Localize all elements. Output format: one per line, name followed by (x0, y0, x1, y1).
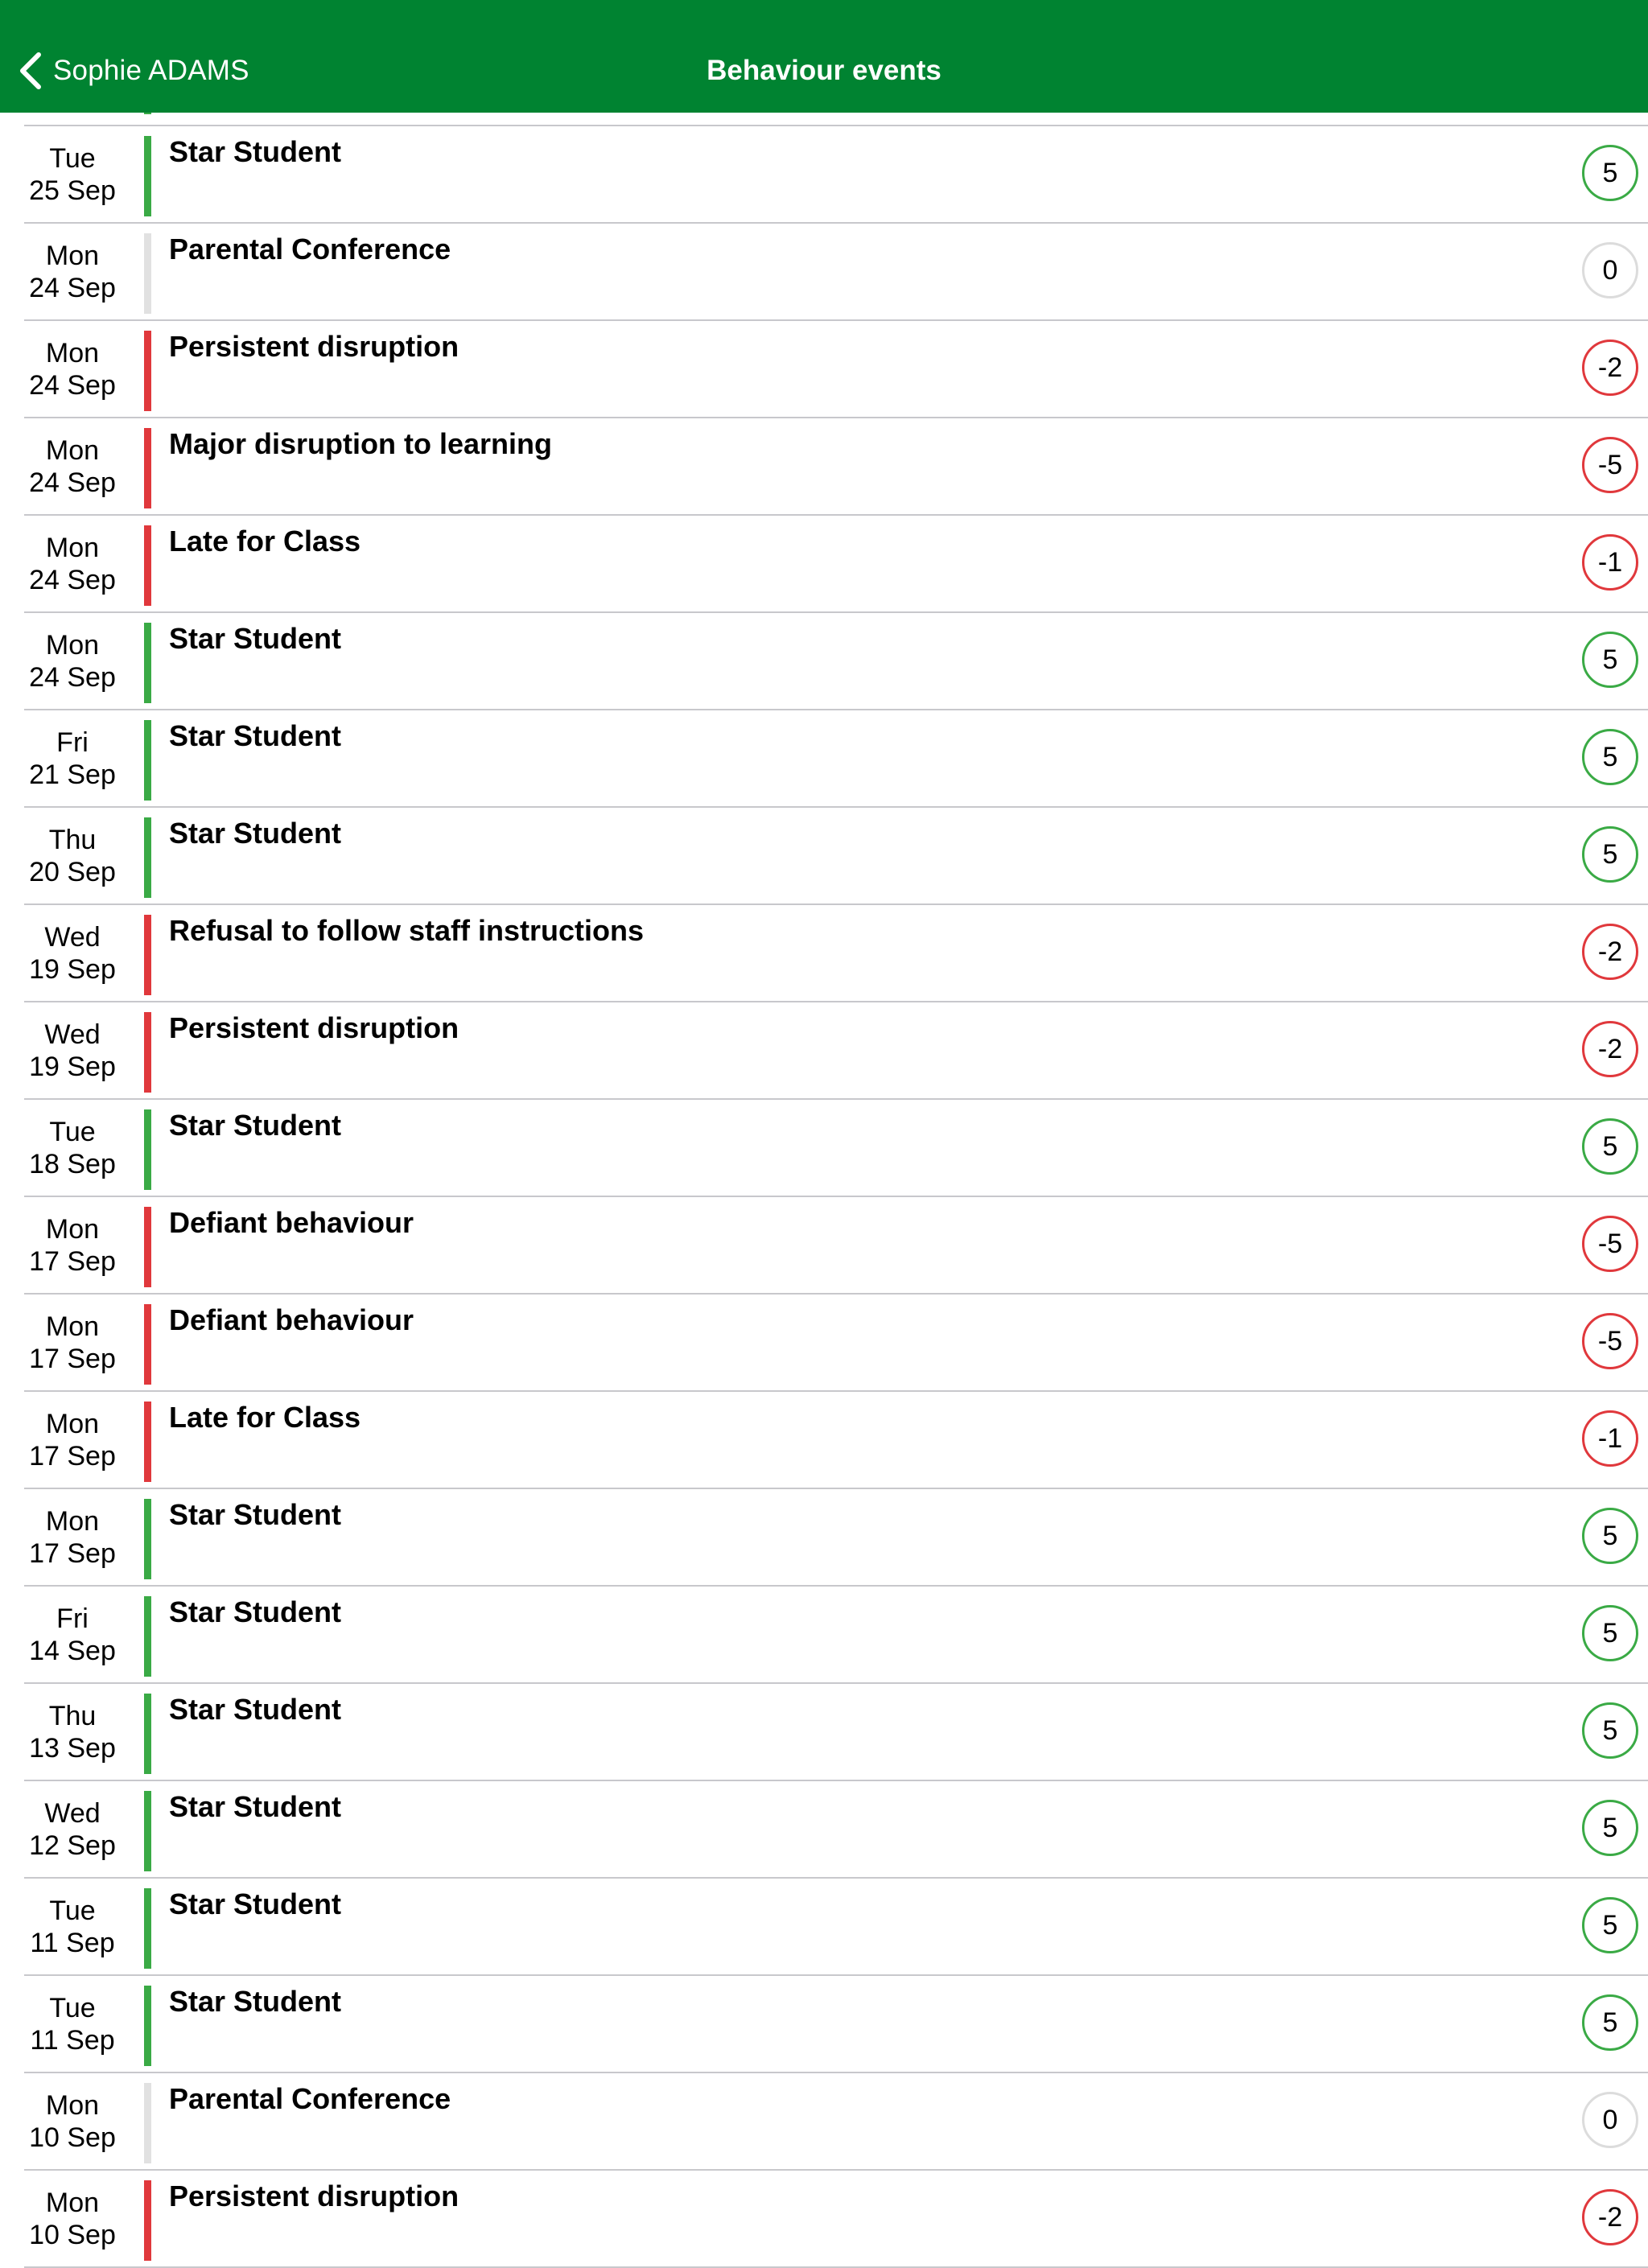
event-title: Persistent disruption (169, 330, 459, 363)
event-day-month: 24 Sep (29, 273, 116, 303)
event-score-badge: -5 (1582, 1216, 1638, 1272)
event-day-month: 24 Sep (29, 565, 116, 595)
navigation-bar (0, 0, 1648, 113)
event-date (16, 1895, 129, 1959)
event-score-badge: 5 (1582, 1994, 1638, 2051)
list-item[interactable] (0, 1197, 1648, 1295)
event-score-badge: -2 (1582, 1021, 1638, 1077)
event-date (16, 2187, 129, 2251)
event-day: Wed (44, 922, 101, 953)
event-score-badge: 5 (1582, 1897, 1638, 1953)
event-date (16, 532, 129, 596)
event-title: Parental Conference (169, 2082, 451, 2115)
event-day-month: 13 Sep (29, 1733, 116, 1764)
event-date (16, 1019, 129, 1083)
event-date (16, 1797, 129, 1862)
event-type-bar (144, 233, 151, 314)
event-score-badge: 5 (1582, 1118, 1638, 1175)
event-day: Mon (45, 533, 100, 563)
event-type-bar (144, 1109, 151, 1190)
event-title: Star Student (169, 622, 342, 655)
list-item[interactable] (0, 2171, 1648, 2268)
list-item[interactable] (0, 905, 1648, 1002)
event-day-month: 12 Sep (29, 1830, 116, 1861)
event-title: Refusal to follow staff instructions (169, 914, 645, 947)
list-item[interactable] (0, 1976, 1648, 2073)
event-day-month: 24 Sep (29, 370, 116, 401)
event-score-badge: 5 (1582, 1605, 1638, 1661)
event-title: Star Student (169, 817, 342, 850)
event-title: Star Student (169, 135, 342, 168)
event-day-month: 17 Sep (29, 1441, 116, 1472)
event-type-bar (144, 623, 151, 703)
event-score-badge: 5 (1582, 729, 1638, 785)
event-score-badge: 0 (1582, 2092, 1638, 2148)
list-item[interactable] (0, 1002, 1648, 1100)
event-day: Thu (48, 1701, 97, 1731)
event-type-bar (144, 1791, 151, 1871)
event-title: Star Student (169, 1887, 342, 1920)
event-title: Star Student (169, 1985, 342, 2018)
event-day: Mon (45, 2188, 100, 2218)
list-item[interactable] (0, 224, 1648, 321)
event-date (16, 921, 129, 986)
event-date (16, 142, 129, 207)
event-type-bar (144, 817, 151, 898)
event-title: Star Student (169, 1498, 342, 1531)
event-score-badge: -2 (1582, 924, 1638, 980)
event-score-badge: -5 (1582, 1313, 1638, 1369)
event-date (16, 240, 129, 304)
event-date (16, 1700, 129, 1764)
event-type-bar (144, 428, 151, 508)
event-title: Star Student (169, 1790, 342, 1823)
event-day-month: 10 Sep (29, 2122, 116, 2153)
event-day: Thu (48, 825, 97, 855)
event-score-badge: -1 (1582, 1410, 1638, 1467)
event-title: Star Student (169, 1693, 342, 1726)
event-day-month: 14 Sep (29, 1636, 116, 1666)
event-type-bar (144, 1012, 151, 1093)
event-day-month: 19 Sep (29, 954, 116, 985)
list-item[interactable] (0, 516, 1648, 613)
event-day: Wed (44, 1019, 101, 1050)
event-day: Mon (45, 1214, 100, 1245)
event-title: Late for Class (169, 1401, 361, 1434)
list-item[interactable] (0, 1295, 1648, 1392)
list-item[interactable] (0, 1100, 1648, 1197)
event-day-month: 25 Sep (29, 175, 116, 206)
event-score-badge: -1 (1582, 534, 1638, 591)
event-type-bar (144, 720, 151, 801)
back-button-label: Sophie ADAMS (53, 55, 249, 86)
event-day-month: 21 Sep (29, 759, 116, 790)
event-title: Persistent disruption (169, 2180, 459, 2212)
event-score-badge: 5 (1582, 1702, 1638, 1759)
event-date (16, 1311, 129, 1375)
event-day-month: 11 Sep (30, 2025, 115, 2056)
event-date (16, 1116, 129, 1180)
event-day-month: 18 Sep (29, 1149, 116, 1179)
event-score-badge: 5 (1582, 826, 1638, 883)
list-item[interactable] (0, 1392, 1648, 1489)
list-item[interactable] (0, 1684, 1648, 1781)
list-item[interactable] (0, 418, 1648, 516)
list-item[interactable] (0, 808, 1648, 905)
event-day: Fri (56, 727, 89, 758)
list-item[interactable] (0, 2073, 1648, 2171)
event-day: Mon (45, 1506, 100, 1537)
event-score-badge: 5 (1582, 145, 1638, 201)
event-day: Mon (45, 2090, 100, 2121)
event-type-bar (144, 1207, 151, 1287)
event-date (16, 1408, 129, 1472)
event-date (16, 2089, 129, 2154)
event-title: Persistent disruption (169, 1011, 459, 1044)
event-type-bar (144, 1402, 151, 1482)
event-type-bar (144, 331, 151, 411)
list-item[interactable] (0, 613, 1648, 710)
event-day-month: 17 Sep (29, 1344, 116, 1374)
event-day-month: 24 Sep (29, 662, 116, 693)
event-type-bar (144, 2180, 151, 2261)
event-title: Defiant behaviour (169, 1303, 414, 1336)
event-type-bar (144, 1694, 151, 1774)
event-type-bar (144, 1596, 151, 1677)
list-item[interactable] (0, 1587, 1648, 1684)
event-score-badge: -2 (1582, 2189, 1638, 2245)
event-date (16, 727, 129, 791)
event-day: Tue (49, 1895, 96, 1926)
event-title: Star Student (169, 1109, 342, 1142)
event-day: Tue (49, 1117, 96, 1147)
event-type-bar (144, 136, 151, 216)
event-score-badge: -5 (1582, 437, 1638, 493)
list-item[interactable] (0, 1781, 1648, 1879)
event-date (16, 434, 129, 499)
event-title: Parental Conference (169, 233, 451, 265)
event-title: Major disruption to learning (169, 427, 552, 460)
event-score-badge: 5 (1582, 632, 1638, 688)
event-day-month: 20 Sep (29, 857, 116, 887)
event-day-month: 17 Sep (29, 1538, 116, 1569)
list-item[interactable] (0, 126, 1648, 224)
list-item[interactable] (0, 321, 1648, 418)
event-title: Late for Class (169, 525, 361, 558)
event-score-badge: -2 (1582, 340, 1638, 396)
event-type-bar (144, 525, 151, 606)
event-day-month: 10 Sep (29, 2220, 116, 2250)
event-date (16, 1213, 129, 1278)
event-day: Mon (45, 338, 100, 368)
event-day: Mon (45, 241, 100, 271)
event-type-bar (144, 1304, 151, 1385)
event-day: Mon (45, 1311, 100, 1342)
event-score-badge: 5 (1582, 1508, 1638, 1564)
page-title: Behaviour events (707, 55, 941, 86)
event-type-bar (144, 915, 151, 995)
event-type-bar (144, 1499, 151, 1579)
event-date (16, 824, 129, 888)
event-score-badge: 5 (1582, 1800, 1638, 1856)
event-day: Mon (45, 435, 100, 466)
event-date (16, 1992, 129, 2056)
event-day: Mon (45, 630, 100, 661)
event-day: Fri (56, 1603, 89, 1634)
event-title: Defiant behaviour (169, 1206, 414, 1239)
event-score-badge: 0 (1582, 242, 1638, 298)
event-day-month: 17 Sep (29, 1246, 116, 1277)
event-day-month: 11 Sep (30, 1928, 115, 1958)
event-day: Mon (45, 1409, 100, 1439)
event-title: Star Student (169, 719, 342, 752)
event-date (16, 1505, 129, 1570)
event-day: Wed (44, 1798, 101, 1829)
event-type-bar (144, 1888, 151, 1969)
event-day-month: 24 Sep (29, 467, 116, 498)
list-item[interactable] (0, 1879, 1648, 1976)
event-title: Star Student (169, 1595, 342, 1628)
event-date (16, 337, 129, 401)
list-item[interactable] (0, 1489, 1648, 1587)
event-day-month: 19 Sep (29, 1052, 116, 1082)
event-type-bar (144, 1986, 151, 2066)
event-date (16, 629, 129, 694)
event-day: Tue (49, 1993, 96, 2023)
event-date (16, 1603, 129, 1667)
list-item[interactable] (0, 710, 1648, 808)
event-day: Tue (49, 143, 96, 174)
event-type-bar (144, 2083, 151, 2163)
